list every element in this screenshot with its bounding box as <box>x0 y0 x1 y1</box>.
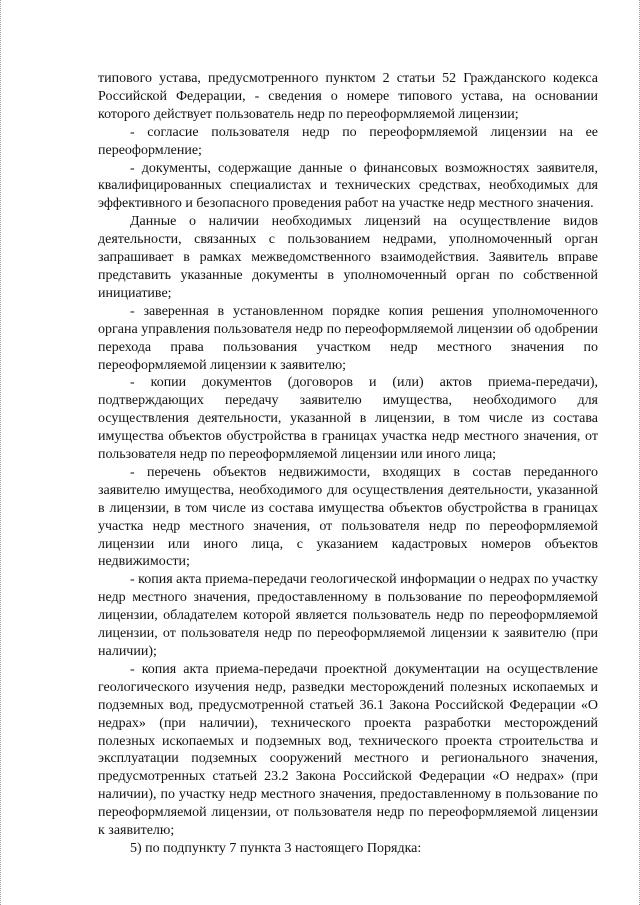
paragraph-consent: - согласие пользователя недр по переоформляемой лицензии на ее переоформление; <box>98 124 598 158</box>
scan-left-edge <box>0 0 3 905</box>
paragraph-charter-continuation: типового устава, предусмотренного пунктом 2 статьи 52 Гражданского кодекса Российской Федерации, - сведения о номере типового устава, на основании которого действует пользователь недр по переоформляемой лицензии; <box>98 71 598 122</box>
paragraph-property-transfer-documents: - копии документов (договоров и (или) актов приема-передачи), подтверждающих передачу заявителю имущества, необходимого для осуществления деятельности, указанной в лицензии, в том числе из состава имущества объектов обустройства в границах участка недр местного значения, от пользователя недр по переоформляемой лицензии или иного лица; <box>98 375 598 463</box>
paragraph-geological-information-act: - копия акта приема-передачи геологической информации о недрах по участку недр местного значения, предоставленному в пользование по переоформляемой лицензии, обладателем которой является пользователь недр по переоформляемой лицензии, от пользователя недр по переоформляемой лицензии к заявителю (при наличии); <box>98 572 598 659</box>
document-page <box>98 70 598 858</box>
paragraph-financial-documents: - документы, содержащие данные о финансовых возможностях заявителя, квалифицированных специалистах и технических средствах, необходимых для эффективного и безопасного проведения работ на участке недр местного значения. <box>98 160 598 212</box>
paragraph-project-documentation-act: - копия акта приема-передачи проектной документации на осуществление геологического изучения недр, разведки месторождений полезных ископаемых и подземных вод, предусмотренной статьей 36.1 Закона Российской Федерации «О недрах» (при наличии), технического проекта разработки месторождений полезных ископаемых и подземных вод, технического проекта строительства и эксплуатации подземных сооружений местного и регионального значения, предусмотренных статьей 23.2 Закона Российской Федерации «О недрах» (при наличии), по участку недр местного значения, предоставленному в пользование по переоформляемой лицензии, от пользователя недр по переоформляемой лицензии к заявителю; <box>98 661 598 839</box>
paragraph-real-estate-list: - перечень объектов недвижимости, входящих в состав переданного заявителю имущества, необходимого для осуществления деятельности, указанной в лицензии, в том числе из состава имущества объектов обустройства в границах участка недр местного значения, от пользователя недр по переоформляемой лицензии или иного лица, с указанием кадастровых номеров объектов недвижимости; <box>98 464 598 570</box>
paragraph-management-decision: - заверенная в установленном порядке копия решения уполномоченного органа управления пользователя недр по переоформляемой лицензии об одобрении перехода права пользования участком недр местного значения по переоформляемой лицензии к заявителю; <box>98 303 598 373</box>
paragraph-licenses-request: Данные о наличии необходимых лицензий на осуществление видов деятельности, связанных с пользованием недрами, уполномоченный орган запрашивает в рамках межведомственного взаимодействия. Заявитель вправе представить указанные документы в уполномоченный орган по собственной инициативе; <box>98 214 598 301</box>
paragraph-subpoint-5: 5) по подпункту 7 пункта 3 настоящего Порядка: <box>130 840 422 856</box>
